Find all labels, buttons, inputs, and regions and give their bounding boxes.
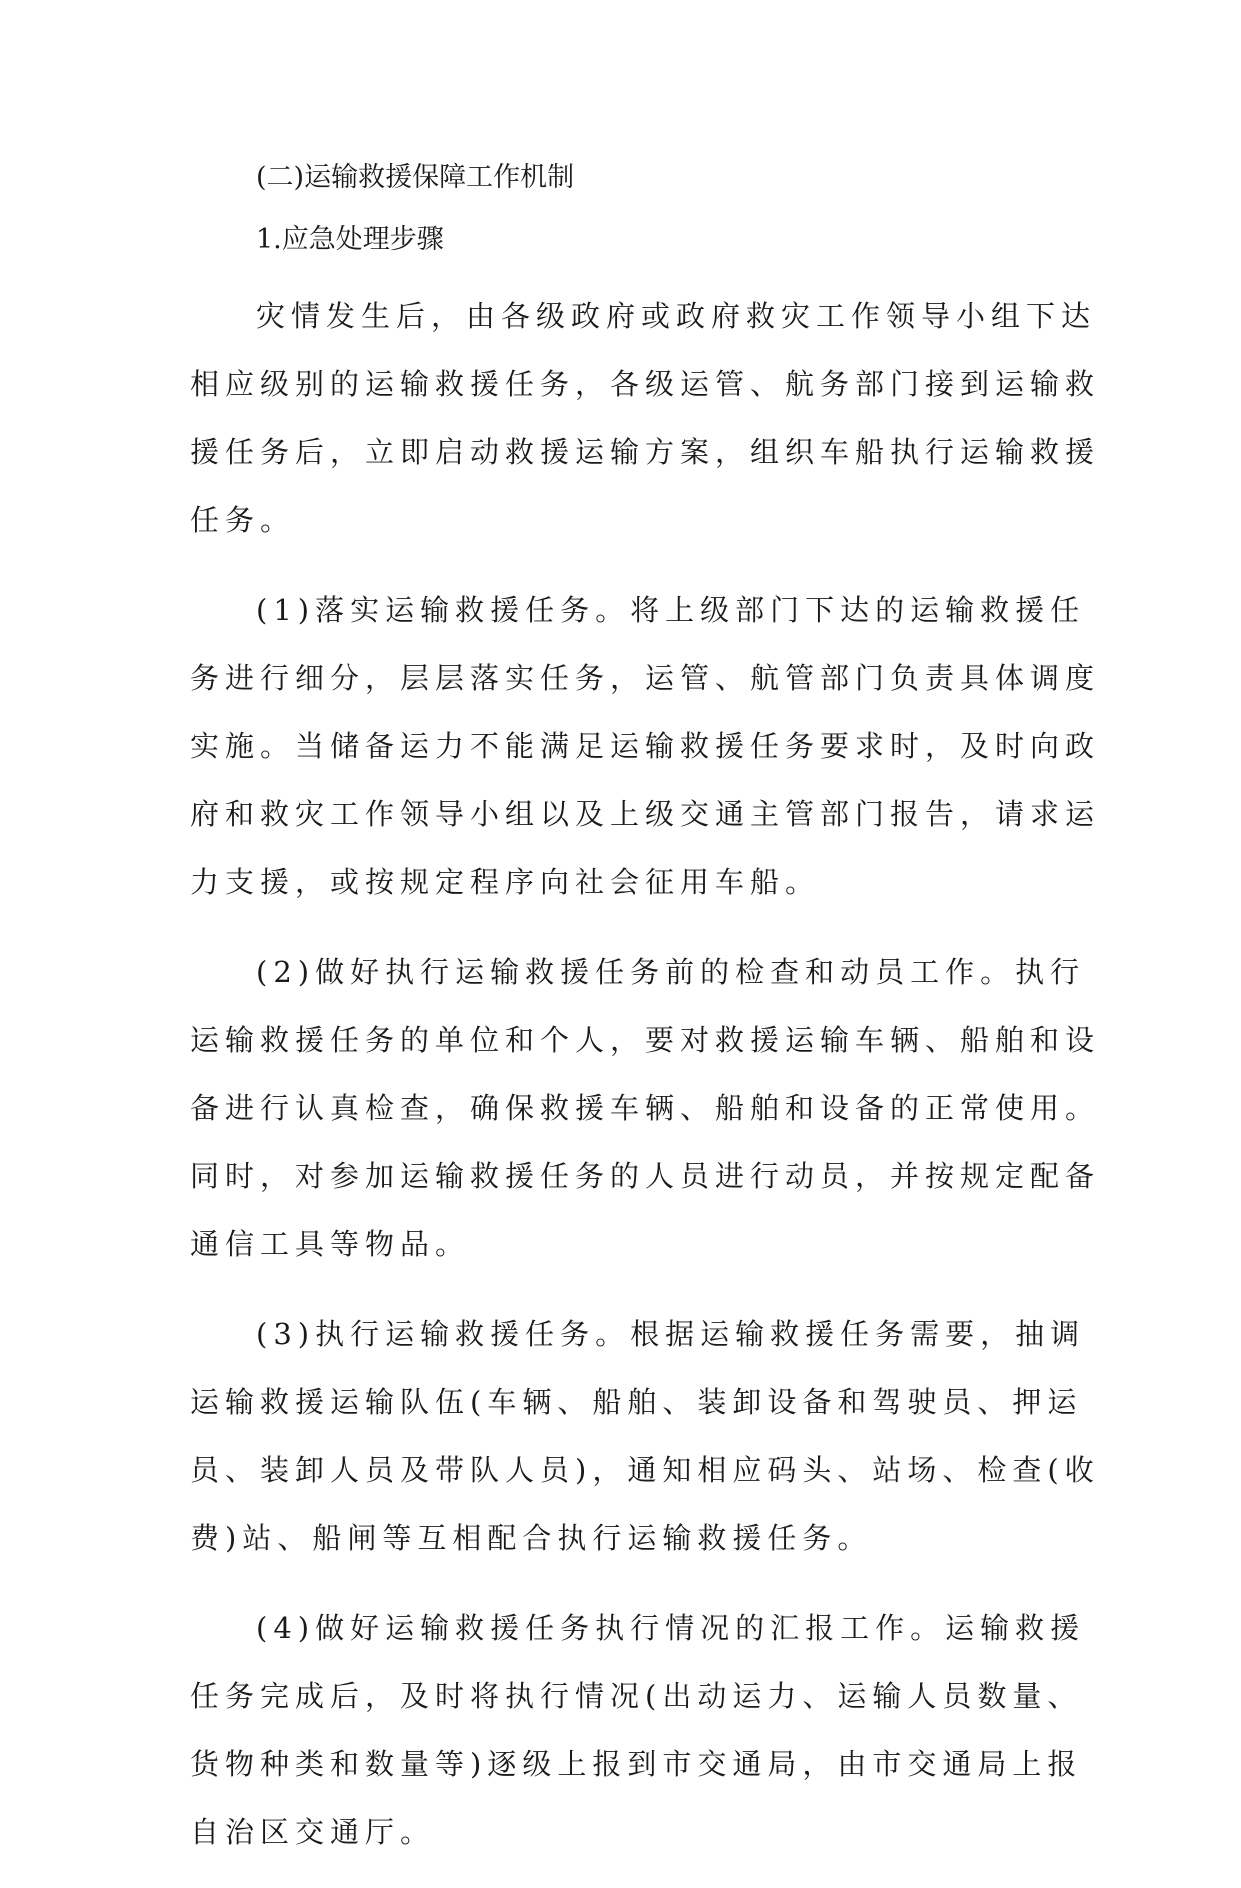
paragraph-line: (1)落实运输救援任务。将上级部门下达的运输救援任 [256,593,1086,627]
paragraph-line: 同时，对参加运输救援任务的人员进行动员，并按规定配备 [190,1159,1101,1193]
document-body [190,158,1101,1888]
section-heading: (二)运输救援保障工作机制 [256,162,575,193]
paragraph-5 [190,1594,1086,1866]
paragraph-4 [190,1300,1100,1572]
paragraph-2 [190,576,1101,916]
paragraph-line: 通信工具等物品。 [190,1227,471,1261]
paragraph-line: 灾情发生后，由各级政府或政府救灾工作领导小组下达 [256,299,1097,333]
paragraph-3 [190,938,1101,1278]
sub-heading: 1.应急处理步骤 [256,224,444,255]
paragraph-line: (4)做好运输救援任务执行情况的汇报工作。运输救援 [256,1611,1086,1645]
paragraph-1 [190,282,1101,554]
paragraph-line: 备进行认真检查，确保救援车辆、船舶和设备的正常使用。 [190,1091,1101,1125]
paragraph-line: (3)执行运输救援任务。根据运输救援任务需要，抽调 [256,1317,1086,1351]
paragraph-line: 力支援，或按规定程序向社会征用车船。 [190,865,821,899]
paragraph-line: 任务完成后，及时将执行情况(出动运力、运输人员数量、 [190,1679,1083,1713]
paragraph-line: 任务。 [190,503,296,537]
paragraph-line: 相应级别的运输救援任务，各级运管、航务部门接到运输救 [190,367,1101,401]
paragraph-line: 务进行细分，层层落实任务，运管、航管部门负责具体调度 [190,661,1101,695]
paragraph-line: 府和救灾工作领导小组以及上级交通主管部门报告，请求运 [190,797,1101,831]
paragraph-line: 援任务后，立即启动救援运输方案，组织车船执行运输救援 [190,435,1101,469]
paragraph-line: 自治区交通厅。 [190,1815,436,1849]
paragraph-line: 实施。当储备运力不能满足运输救援任务要求时，及时向政 [190,729,1101,763]
paragraph-line: (2)做好执行运输救援任务前的检查和动员工作。执行 [256,955,1086,989]
paragraph-line: 员、装卸人员及带队人员)，通知相应码头、站场、检查(收 [190,1453,1100,1487]
paragraph-line: 运输救援任务的单位和个人，要对救援运输车辆、船舶和设 [190,1023,1101,1057]
paragraph-line: 费)站、船闸等互相配合执行运输救援任务。 [190,1521,873,1555]
paragraph-line: 运输救援运输队伍(车辆、船舶、装卸设备和驾驶员、押运 [190,1385,1083,1419]
paragraph-line: 货物种类和数量等)逐级上报到市交通局，由市交通局上报 [190,1747,1083,1781]
